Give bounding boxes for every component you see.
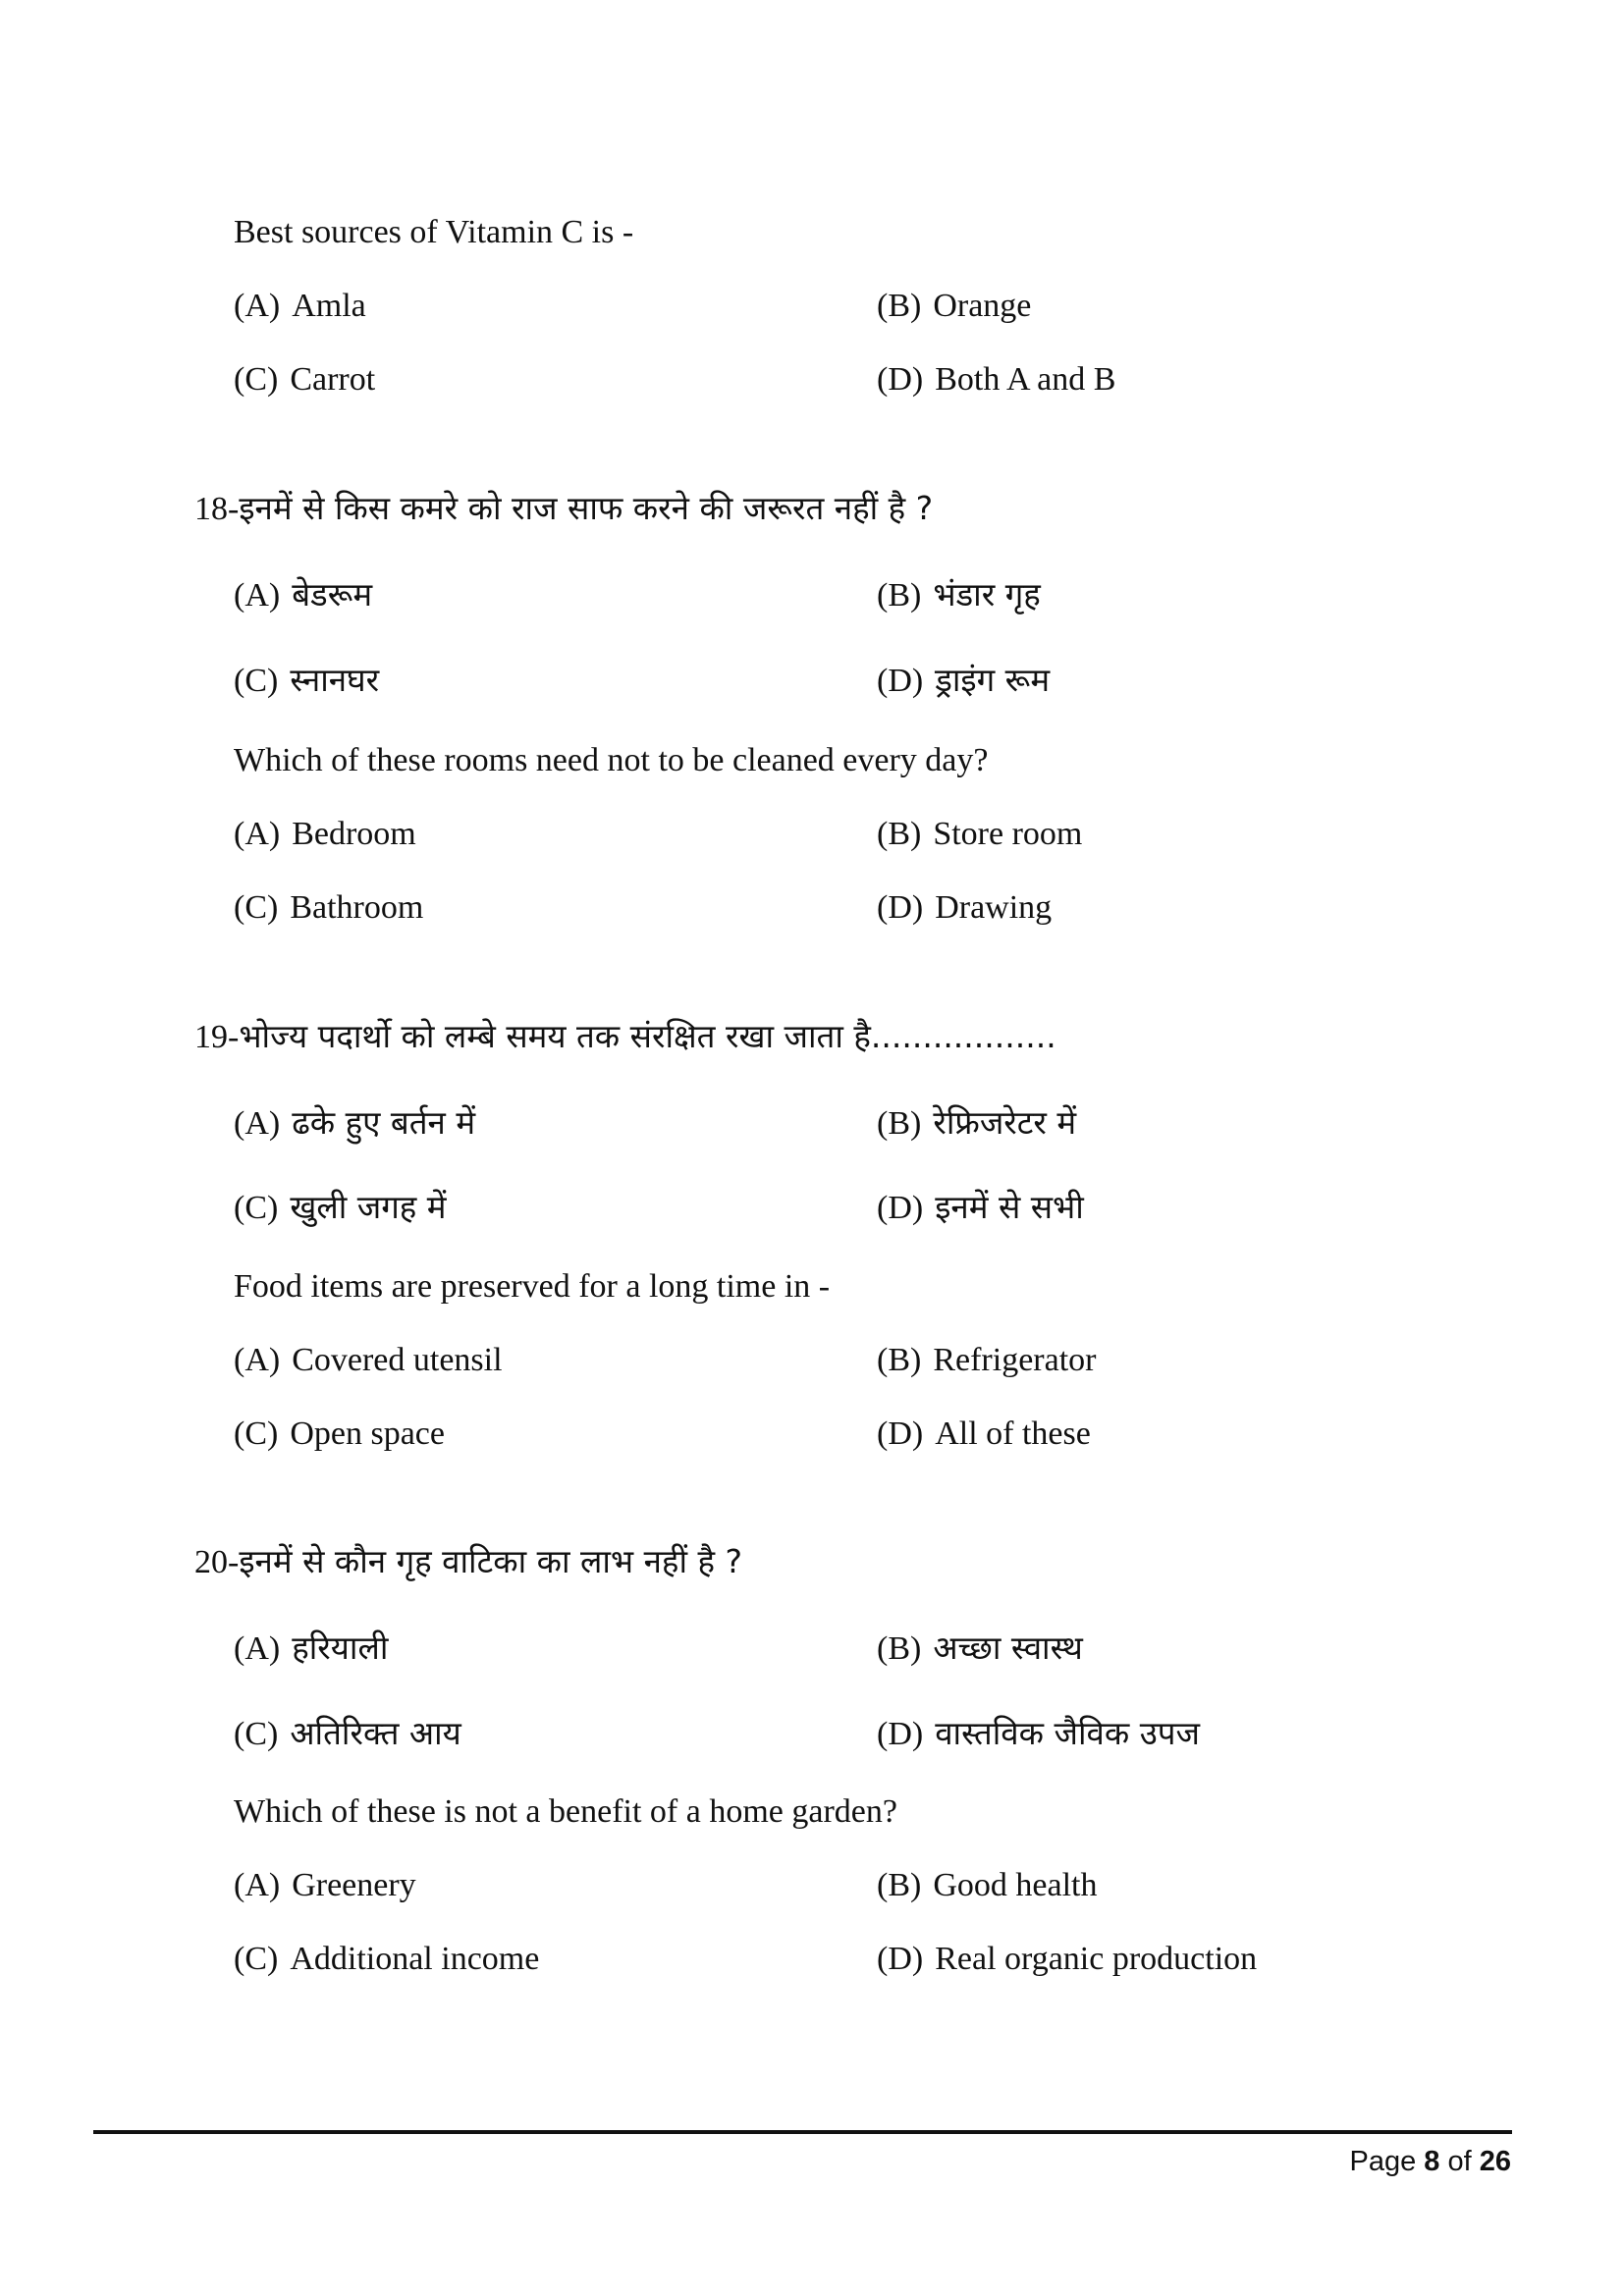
q20-hindi-option-d [877,1710,1200,1754]
q18-option-c-letter: (C) [234,889,279,926]
q20-option-d-letter: (D) [877,1941,924,1977]
q19-hindi-text: भोज्य पदार्थो को लम्बे समय तक संरक्षित रखा जाता है.................. [239,1017,1056,1055]
q19-option-c-text: Open space [290,1415,445,1452]
q18-number: 18- [194,491,240,527]
page-label: Page [1349,2146,1417,2177]
q20-english-text: Which of these is not a benefit of a home garden? [234,1793,897,1830]
q20-hindi-option-c-text: अतिरिक्त आय [290,1714,461,1752]
q19-number: 19- [194,1019,240,1055]
q20-option-a-text: Greenery [292,1867,416,1903]
page-number [1349,2146,1511,2178]
q19-option-d-text: All of these [935,1415,1091,1452]
q17-option-b-letter: (B) [877,288,922,324]
q19-option-a-text: Covered utensil [292,1342,503,1378]
q18-hindi-option-c-text: स्नानघर [290,661,380,699]
q18-option-b-text: Store room [933,816,1083,852]
q18-option-a-letter: (A) [234,816,281,852]
q17-option-d [877,361,1115,399]
q18-option-a [234,816,416,853]
q20-hindi-option-d-text: वास्तविक जैविक उपज [935,1714,1201,1752]
q20-option-c [234,1941,539,1978]
q20-hindi-option-c-letter: (C) [234,1716,279,1752]
q17-option-d-text: Both A and B [935,361,1116,398]
q18-hindi-option-c-letter: (C) [234,663,279,699]
q18-hindi-option-a [234,571,372,615]
q19-hindi-option-d [877,1184,1084,1228]
q18-hindi-option-d [877,657,1050,701]
q17-option-c [234,361,375,399]
q18-option-d-letter: (D) [877,889,924,926]
q20-option-d [877,1941,1257,1978]
q19-hindi-option-b-text: रेफ्रिजरेटर में [933,1103,1077,1142]
q18-option-b-letter: (B) [877,816,922,852]
q18-hindi-option-a-letter: (A) [234,577,281,614]
q18-hindi-option-b [877,571,1041,615]
q19-hindi-question [194,1013,1056,1057]
q20-option-d-text: Real organic production [935,1941,1258,1977]
q20-hindi-option-a-text: हरियाली [292,1629,389,1667]
q20-option-b [877,1867,1097,1904]
q18-hindi-question [194,485,933,529]
q17-option-c-text: Carrot [290,361,376,398]
q18-option-a-text: Bedroom [292,816,416,852]
total-pages: 26 [1479,2146,1511,2177]
q19-english-text: Food items are preserved for a long time in - [234,1268,831,1305]
q18-hindi-option-b-text: भंडार गृह [933,575,1041,614]
q20-hindi-option-b-letter: (B) [877,1630,922,1667]
q20-option-a [234,1867,416,1904]
q20-option-b-text: Good health [933,1867,1098,1903]
q17-english-text: Best sources of Vitamin C is - [234,214,634,250]
q19-option-b-text: Refrigerator [933,1342,1097,1378]
q20-hindi-option-b [877,1625,1083,1669]
q18-option-d [877,889,1052,927]
q19-option-c [234,1415,445,1453]
q19-option-b-letter: (B) [877,1342,922,1378]
q17-option-a-text: Amla [292,288,366,324]
q17-option-a [234,288,366,325]
q20-hindi-question [194,1538,742,1582]
footer-divider [93,2130,1512,2134]
q18-hindi-option-c [234,657,379,701]
q19-option-d-letter: (D) [877,1415,924,1452]
q18-hindi-option-a-text: बेडरूम [292,575,373,614]
q17-option-a-letter: (A) [234,288,281,324]
q20-hindi-option-b-text: अच्छा स्वास्थ [933,1629,1083,1667]
q18-hindi-text: इनमें से किस कमरे को राज साफ करने की जरूरत नहीं है ? [239,489,934,527]
q19-option-a-letter: (A) [234,1342,281,1378]
q19-hindi-option-a-letter: (A) [234,1105,281,1142]
q18-hindi-option-d-text: ड्राइंग रूम [935,661,1051,699]
q18-option-d-text: Drawing [935,889,1053,926]
q20-option-a-letter: (A) [234,1867,281,1903]
q19-hindi-option-c-letter: (C) [234,1190,279,1226]
q19-option-b [877,1342,1096,1379]
q20-hindi-text: इनमें से कौन गृह वाटिका का लाभ नहीं है ? [239,1542,743,1580]
q18-option-c [234,889,423,927]
q20-hindi-option-d-letter: (D) [877,1716,924,1752]
q20-option-c-text: Additional income [290,1941,540,1977]
q17-option-b-text: Orange [933,288,1032,324]
q19-option-c-letter: (C) [234,1415,279,1452]
q19-hindi-option-c [234,1184,447,1228]
q19-hindi-option-a-text: ढके हुए बर्तन में [292,1103,476,1142]
q17-option-c-letter: (C) [234,361,279,398]
q19-hindi-option-b-letter: (B) [877,1105,922,1142]
q19-option-d [877,1415,1091,1453]
q18-option-b [877,816,1082,853]
q19-hindi-option-c-text: खुली जगह में [290,1188,447,1226]
q18-english-text: Which of these rooms need not to be cleaned every day? [234,742,989,778]
q20-hindi-option-c [234,1710,461,1754]
q19-hindi-option-b [877,1099,1076,1144]
q20-hindi-option-a-letter: (A) [234,1630,281,1667]
q18-hindi-option-b-letter: (B) [877,577,922,614]
q19-hindi-option-d-letter: (D) [877,1190,924,1226]
current-page: 8 [1424,2146,1440,2177]
q20-hindi-option-a [234,1625,388,1669]
q19-hindi-option-a [234,1099,475,1144]
page-of-label: of [1447,2146,1472,2177]
q20-option-c-letter: (C) [234,1941,279,1977]
q19-hindi-option-d-text: इनमें से सभी [935,1188,1084,1226]
q20-option-b-letter: (B) [877,1867,922,1903]
q18-option-c-text: Bathroom [290,889,424,926]
q19-option-a [234,1342,503,1379]
q17-option-b [877,288,1031,325]
q18-hindi-option-d-letter: (D) [877,663,924,699]
q20-number: 20- [194,1544,240,1580]
q17-option-d-letter: (D) [877,361,924,398]
